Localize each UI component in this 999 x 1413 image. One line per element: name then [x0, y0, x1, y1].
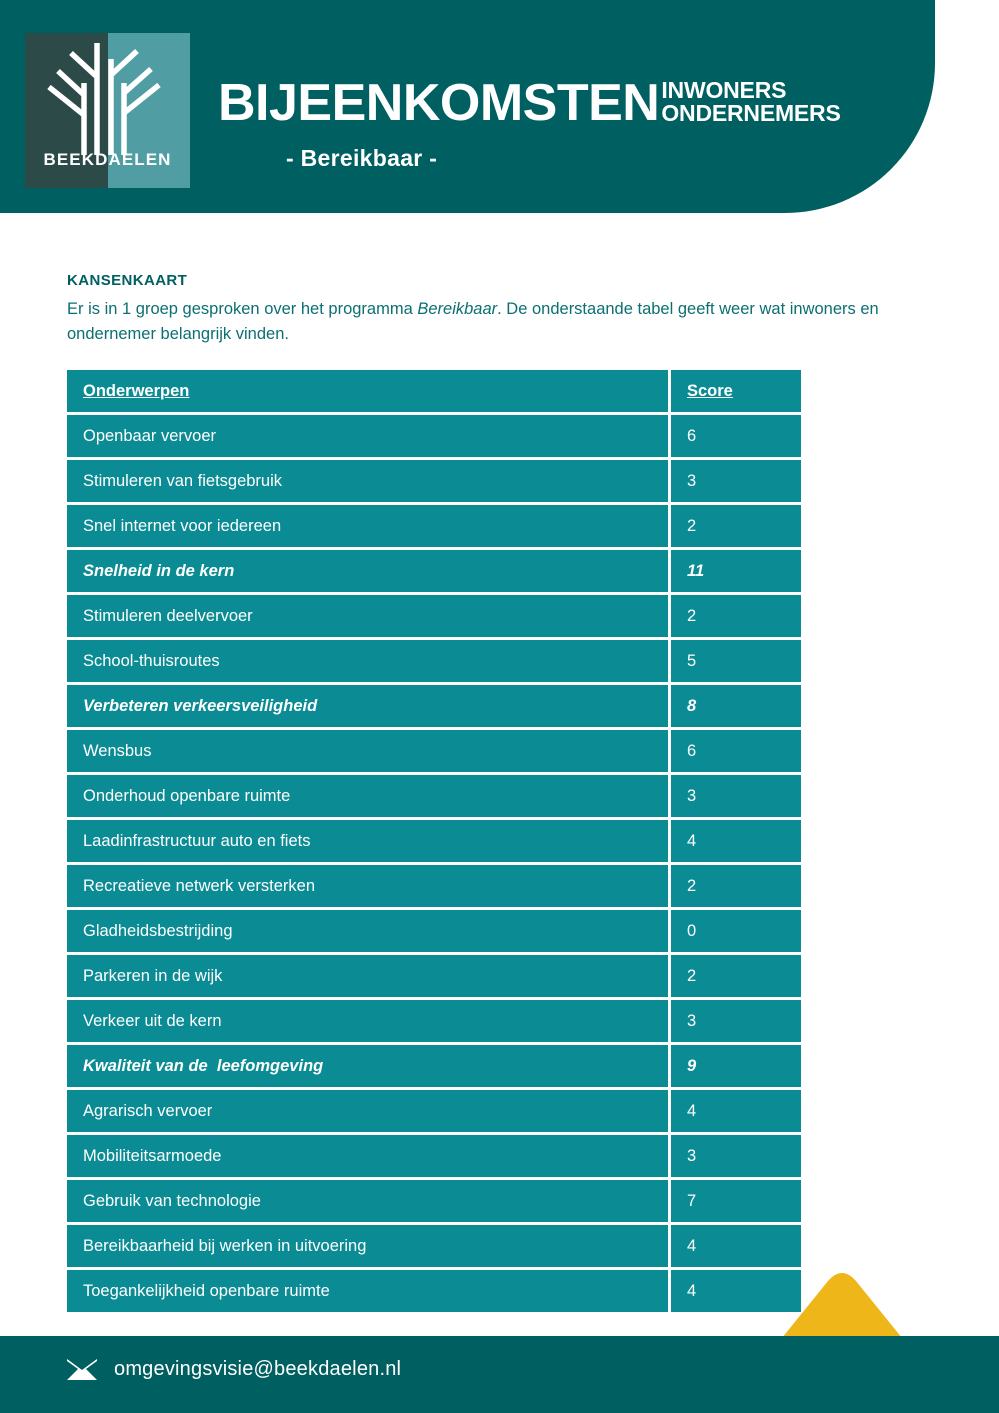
table-row: [67, 1135, 801, 1177]
header-subtitle-stack: [661, 79, 840, 125]
table-row: [67, 640, 801, 682]
cell-subject: Gladheidsbestrijding: [67, 910, 668, 952]
header-tagline: - Bereikbaar -: [286, 145, 438, 171]
cell-score: 3: [671, 1000, 801, 1042]
cell-score: 3: [671, 1135, 801, 1177]
table-row: [67, 955, 801, 997]
logo-wordmark: BEEKDAELEN: [43, 150, 172, 169]
table-row: [67, 1180, 801, 1222]
cell-score: 4: [671, 820, 801, 862]
cell-score: 5: [671, 640, 801, 682]
cell-score: 4: [671, 1225, 801, 1267]
cell-subject: Verbeteren verkeersveiligheid: [67, 685, 668, 727]
table-row: [67, 505, 801, 547]
cell-score: 2: [671, 595, 801, 637]
table-row: [67, 1000, 801, 1042]
cell-subject: Openbaar vervoer: [67, 415, 668, 457]
header-subtitle-ondernemers: ONDERNEMERS: [661, 100, 841, 126]
page-header: [0, 0, 935, 213]
cell-subject: Kwaliteit van de leefomgeving: [67, 1045, 668, 1087]
table-row: [67, 550, 801, 592]
cell-score: 6: [671, 415, 801, 457]
cell-subject: Wensbus: [67, 730, 668, 772]
section-kicker: KANSENKAART: [67, 272, 188, 289]
cell-subject: Recreatieve netwerk versterken: [67, 865, 668, 907]
cell-score: 3: [671, 460, 801, 502]
cell-subject: Verkeer uit de kern: [67, 1000, 668, 1042]
table-row: [67, 865, 801, 907]
cell-score: 3: [671, 775, 801, 817]
cell-score: 2: [671, 865, 801, 907]
table-row: [67, 460, 801, 502]
cell-subject: Agrarisch vervoer: [67, 1090, 668, 1132]
column-header-score: Score: [671, 370, 801, 412]
tree-icon: [25, 37, 190, 157]
cell-score: 2: [671, 955, 801, 997]
cell-subject: Snel internet voor iedereen: [67, 505, 668, 547]
cell-subject: Parkeren in de wijk: [67, 955, 668, 997]
cell-subject: Snelheid in de kern: [67, 550, 668, 592]
cell-score: 11: [671, 550, 801, 592]
kansenkaart-table: [67, 370, 801, 1315]
header-title-block: [218, 74, 841, 172]
page-title: BIJEENKOMSTEN: [218, 74, 660, 132]
intro-text-part1: Er is in 1 groep gesproken over het programma: [67, 300, 418, 318]
intro-emphasis: Bereikbaar: [417, 300, 498, 318]
cell-score: 2: [671, 505, 801, 547]
cell-subject: School-thuisroutes: [67, 640, 668, 682]
footer-email-address[interactable]: omgevingsvisie@beekdaelen.nl: [114, 1358, 402, 1380]
cell-score: 6: [671, 730, 801, 772]
cell-subject: Bereikbaarheid bij werken in uitvoering: [67, 1225, 668, 1267]
cell-subject: Toegankelijkheid openbare ruimte: [67, 1270, 668, 1312]
table-row: [67, 910, 801, 952]
header-subtitle-inwoners: INWONERS: [661, 77, 787, 103]
table-row: [67, 685, 801, 727]
cell-subject: Mobiliteitsarmoede: [67, 1135, 668, 1177]
intro-paragraph: [67, 297, 933, 347]
table-row: [67, 595, 801, 637]
cell-score: 7: [671, 1180, 801, 1222]
table-header-row: [67, 370, 801, 412]
footer-contact[interactable]: [67, 1358, 401, 1381]
table-row: [67, 820, 801, 862]
envelope-icon: [67, 1359, 97, 1380]
cell-subject: Onderhoud openbare ruimte: [67, 775, 668, 817]
intro-text-part2: . De onderstaande tabel geeft weer wat inwoners en ondernemer belangrijk vinden.: [67, 300, 879, 343]
table-row: [67, 415, 801, 457]
cell-subject: Gebruik van technologie: [67, 1180, 668, 1222]
table-row: [67, 730, 801, 772]
cell-score: 9: [671, 1045, 801, 1087]
column-header-onderwerpen: Onderwerpen: [67, 370, 668, 412]
table-row: [67, 775, 801, 817]
cell-subject: Laadinfrastructuur auto en fiets: [67, 820, 668, 862]
cell-score: 4: [671, 1270, 801, 1312]
cell-score: 0: [671, 910, 801, 952]
cell-score: 8: [671, 685, 801, 727]
intro-section: [67, 272, 933, 347]
cell-score: 4: [671, 1090, 801, 1132]
table-row: [67, 1090, 801, 1132]
cell-subject: Stimuleren deelvervoer: [67, 595, 668, 637]
table-row: [67, 1045, 801, 1087]
cell-subject: Stimuleren van fietsgebruik: [67, 460, 668, 502]
beekdaelen-logo: [25, 33, 190, 188]
